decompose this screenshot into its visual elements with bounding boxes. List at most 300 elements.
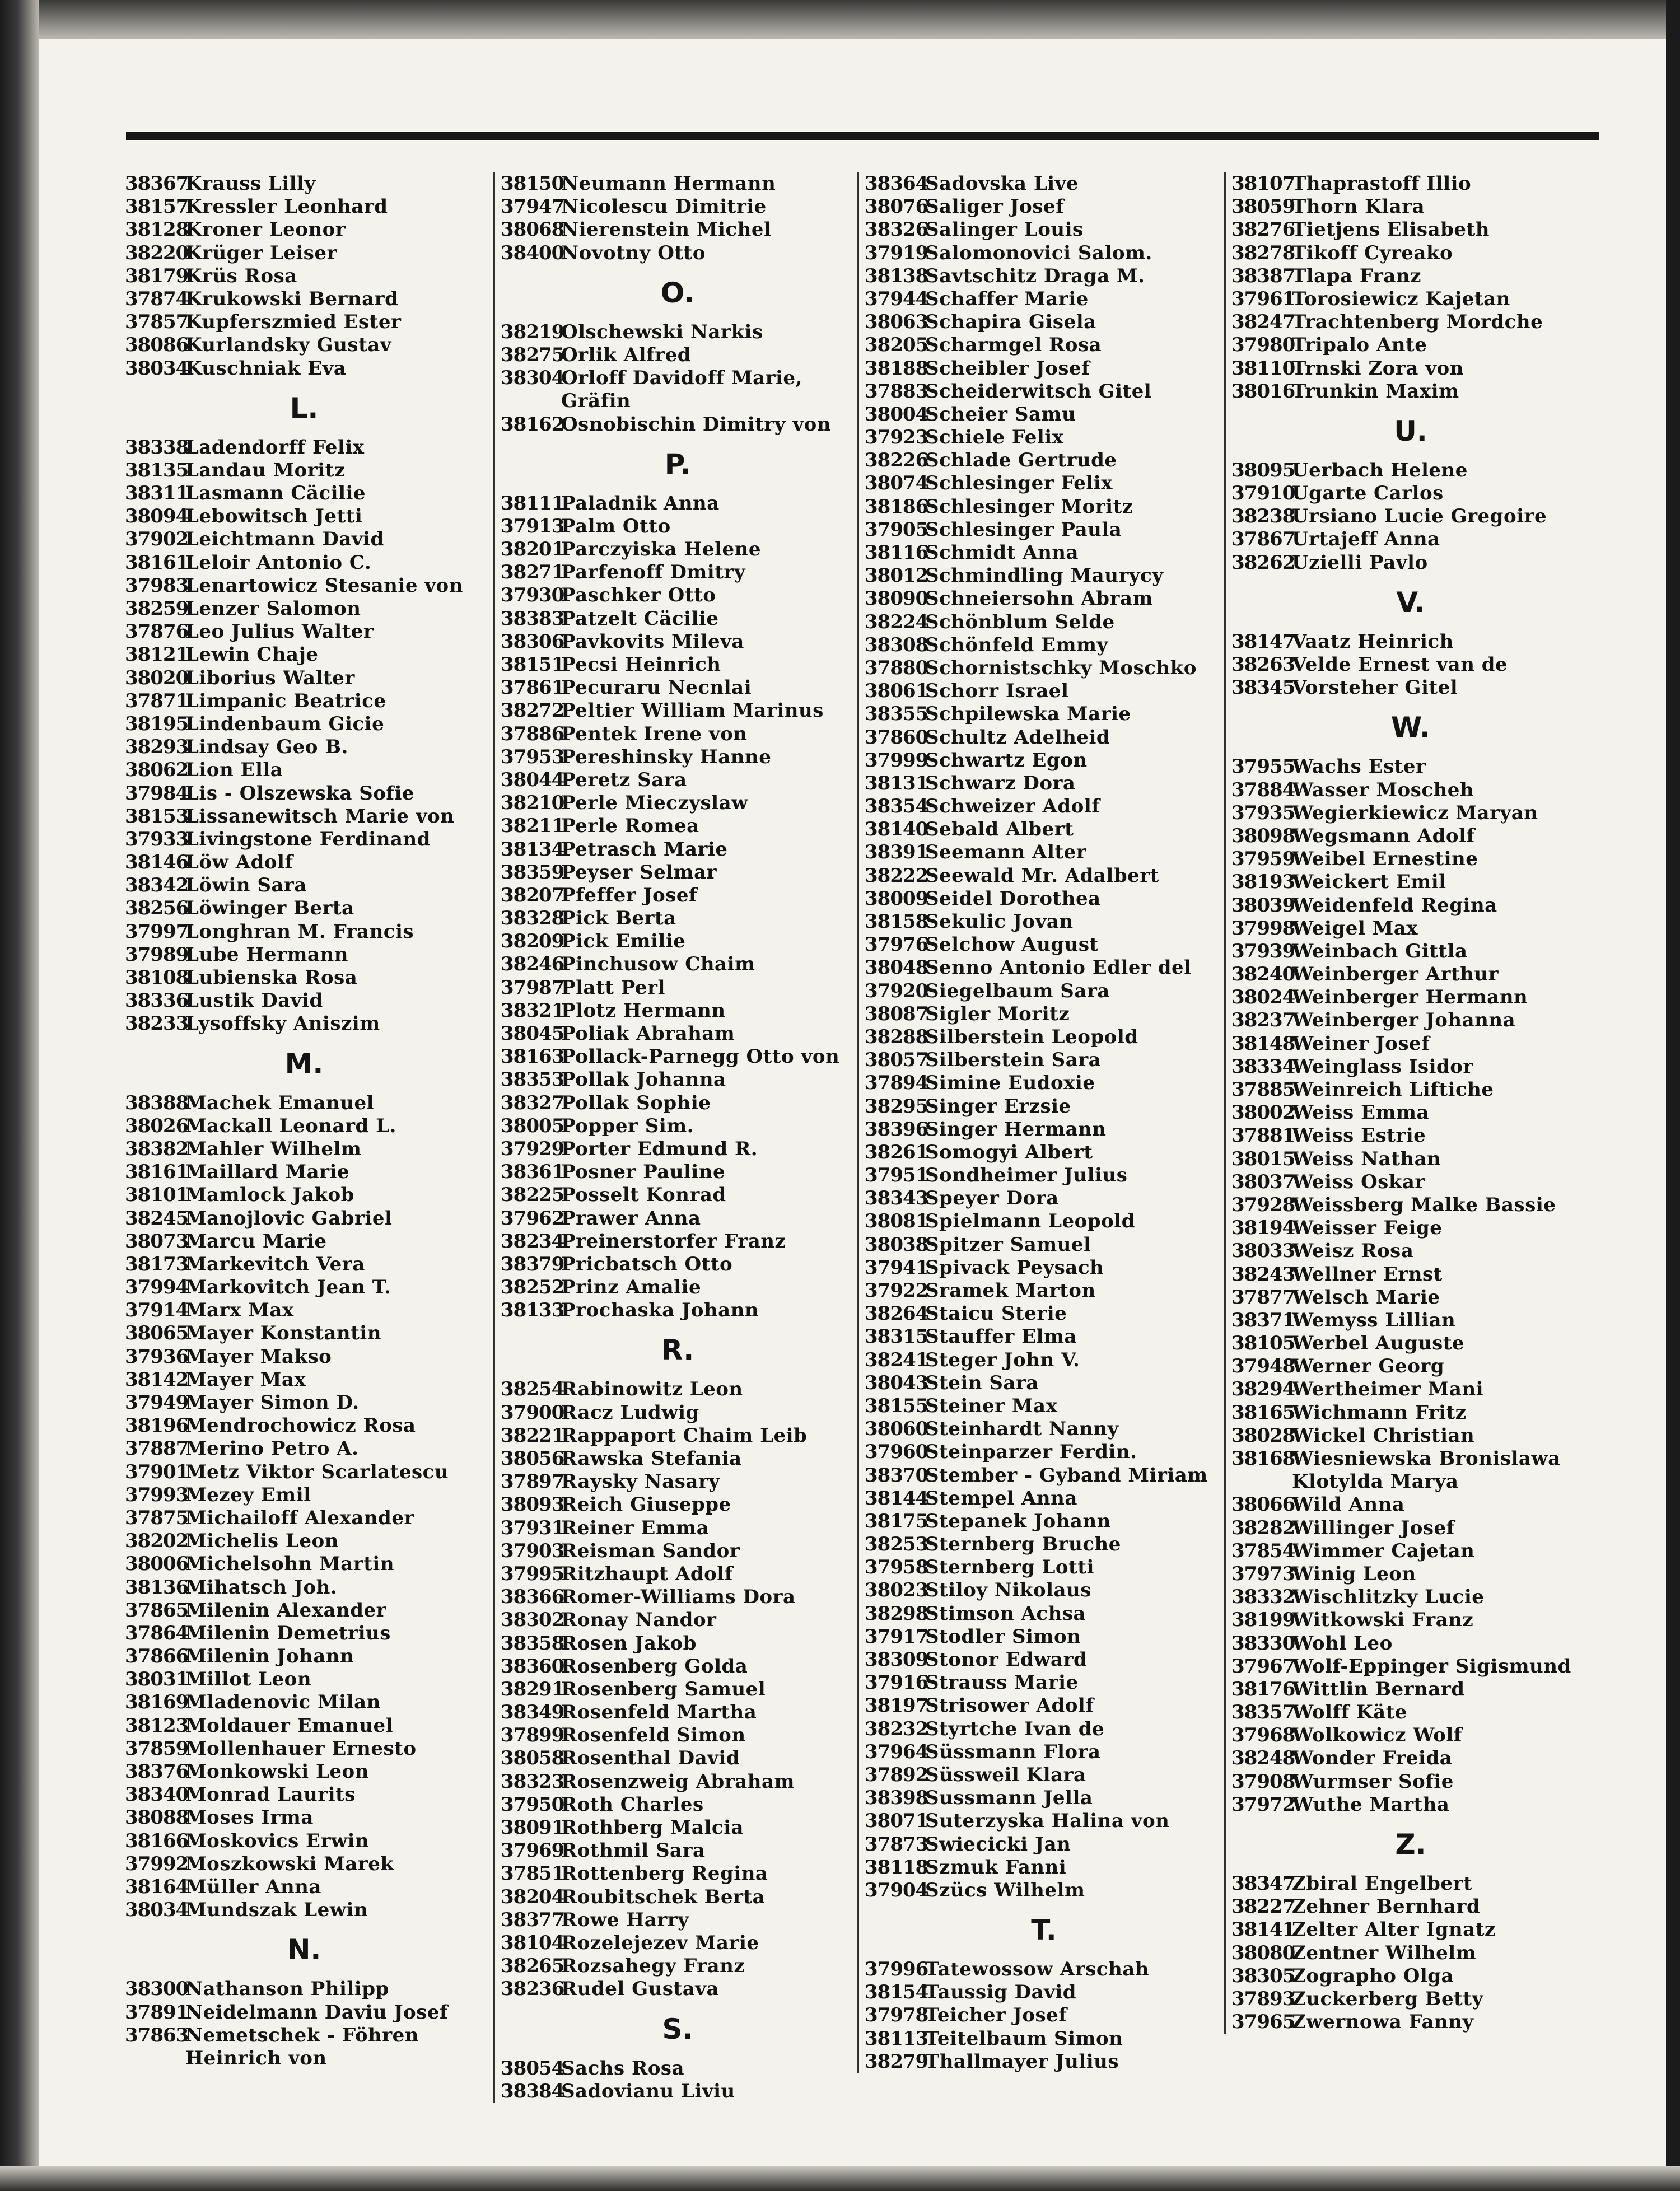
directory-entry <box>125 1276 483 1299</box>
entry-number: 37861 <box>501 676 564 699</box>
entry-number: 37873 <box>865 1833 928 1856</box>
entry-number: 37959 <box>1231 848 1295 871</box>
entry-name: Uerbach Helene <box>1292 459 1468 482</box>
directory-entry <box>501 2057 855 2080</box>
directory-entry <box>501 1161 855 1184</box>
directory-entry <box>865 587 1223 610</box>
entry-name: Posner Pauline <box>561 1161 726 1184</box>
entry-name: Löwinger Berta <box>185 897 354 920</box>
directory-entry <box>125 1830 483 1853</box>
entry-name: Weinglass Isidor <box>1292 1055 1473 1078</box>
directory-entry <box>865 795 1223 818</box>
entry-name: Schpilewska Marie <box>925 703 1131 726</box>
directory-entry <box>865 910 1223 933</box>
entry-name: Wemyss Lillian <box>1292 1309 1456 1332</box>
entry-name: Platt Perl <box>561 976 665 999</box>
entry-name: Silberstein Leopold <box>925 1025 1138 1048</box>
entry-name: Werbel Auguste <box>1292 1332 1465 1355</box>
entry-number: 37998 <box>1231 917 1295 940</box>
entry-number: 38086 <box>125 334 189 357</box>
directory-entry <box>125 1437 483 1460</box>
section-letter: V. <box>1396 586 1425 619</box>
entry-name: Wurmser Sofie <box>1292 1770 1454 1793</box>
directory-entry <box>501 1138 855 1161</box>
entry-name: Weisz Rosa <box>1292 1240 1414 1263</box>
entry-name: Milenin Demetrius <box>185 1622 391 1645</box>
entry-number: 38224 <box>865 610 928 633</box>
entry-name: Mollenhauer Ernesto <box>185 1737 417 1760</box>
directory-entry <box>1231 848 1590 871</box>
entry-number: 38326 <box>865 218 928 241</box>
entry-number: 38328 <box>501 907 564 930</box>
directory-entry <box>1231 1332 1590 1355</box>
directory-entry <box>865 1556 1223 1579</box>
directory-entry <box>501 930 855 953</box>
directory-entry <box>1231 1217 1590 1240</box>
entry-number: 38138 <box>865 264 928 287</box>
entry-name: Reich Giuseppe <box>561 1493 731 1516</box>
entry-name: Michelis Leon <box>185 1530 339 1553</box>
directory-entry <box>865 1095 1223 1118</box>
entry-number: 38175 <box>865 1510 928 1533</box>
directory-entry <box>1231 482 1590 505</box>
directory-entry <box>125 620 483 643</box>
entry-number: 38288 <box>865 1025 928 1048</box>
entry-number: 37947 <box>501 195 564 218</box>
entry-name: Limpanic Beatrice <box>185 689 386 712</box>
entry-name: Sadovska Live <box>925 172 1079 195</box>
page-edge-bottom <box>0 2166 1680 2191</box>
directory-entry <box>501 1609 855 1632</box>
directory-entry <box>1231 1563 1590 1586</box>
entry-name: Spielmann Leopold <box>925 1210 1135 1233</box>
entry-number: 38343 <box>865 1187 928 1210</box>
entry-number: 38400 <box>501 241 564 264</box>
entry-name: Schönfeld Emmy <box>925 633 1108 656</box>
entry-number: 37875 <box>125 1506 189 1529</box>
entry-name: Peretz Sara <box>561 768 687 791</box>
entry-number: 38165 <box>1231 1401 1295 1424</box>
directory-entry <box>125 1899 483 1922</box>
entry-name: Sondheimer Julius <box>925 1164 1128 1187</box>
directory-entry <box>865 2050 1223 2073</box>
entry-name: Sekulic Jovan <box>925 910 1074 933</box>
directory-entry <box>1231 1747 1590 1770</box>
entry-name: Schwarz Dora <box>925 772 1076 795</box>
directory-entry <box>501 1793 855 1816</box>
entry-name: Ritzhaupt Adolf <box>561 1562 733 1585</box>
directory-entry <box>865 1764 1223 1787</box>
entry-number: 38211 <box>501 815 564 838</box>
entry-number: 37865 <box>125 1599 189 1622</box>
entry-number: 38111 <box>501 492 564 515</box>
directory-entry <box>1231 1378 1590 1401</box>
entry-name: Suterzyska Halina von <box>925 1810 1170 1833</box>
directory-entry <box>125 242 483 265</box>
entry-name: Moszkowski Marek <box>185 1852 394 1875</box>
entry-number: 38062 <box>125 759 189 782</box>
entry-name: Liborius Walter <box>185 666 355 689</box>
directory-entry <box>501 367 855 390</box>
entry-name: Parfenoff Dmitry <box>561 561 746 584</box>
entry-number: 37923 <box>865 426 928 449</box>
entry-number: 38379 <box>501 1253 564 1276</box>
entry-number: 38263 <box>1231 653 1295 676</box>
entry-number: 37949 <box>125 1391 189 1414</box>
directory-entry <box>125 1414 483 1437</box>
directory-entry <box>865 1187 1223 1210</box>
entry-number: 38279 <box>865 2050 928 2073</box>
entry-name: Velde Ernest van de <box>1292 653 1508 676</box>
entry-number: 38220 <box>125 241 189 264</box>
directory-entry <box>125 1507 483 1530</box>
entry-name: Wittlin Bernard <box>1292 1678 1465 1701</box>
entry-number: 38179 <box>125 264 189 287</box>
entry-number: 38068 <box>501 218 564 241</box>
entry-number: 38209 <box>501 930 564 953</box>
entry-name: Mihatsch Joh. <box>185 1576 338 1599</box>
entry-number: 38058 <box>501 1747 564 1770</box>
entry-name: Lubienska Rosa <box>185 966 358 989</box>
entry-name: Paschker Otto <box>561 584 716 607</box>
entry-name: Wild Anna <box>1292 1493 1405 1516</box>
directory-entry <box>865 1958 1223 1981</box>
directory-entry <box>125 989 483 1012</box>
directory-entry <box>125 1760 483 1783</box>
entry-number: 38199 <box>1231 1609 1295 1632</box>
entry-name: Sadovianu Liviu <box>561 2080 735 2103</box>
directory-entry <box>865 265 1223 288</box>
entry-name: Lenartowicz Stesanie von <box>185 574 463 597</box>
directory-entry <box>501 1932 855 1955</box>
entry-name: Zuckerberg Betty <box>1292 1987 1483 2010</box>
entry-number: 37919 <box>865 241 928 264</box>
directory-entry <box>125 1368 483 1391</box>
entry-name: Spivack Peysach <box>925 1256 1104 1279</box>
entry-number: 38196 <box>125 1414 189 1437</box>
entry-name: Novotny Otto <box>561 241 706 264</box>
directory-entry <box>1231 2011 1590 2034</box>
directory-entry <box>501 1022 855 1045</box>
entry-name: Lysoffsky Aniszim <box>185 1012 380 1035</box>
entry-number: 37929 <box>501 1137 564 1160</box>
entry-number: 38153 <box>125 805 189 828</box>
entry-name: Wertheimer Mani <box>1292 1378 1484 1401</box>
entry-name: Rawska Stefania <box>561 1447 742 1470</box>
directory-entry <box>865 865 1223 887</box>
entry-number: 37885 <box>1231 1078 1295 1101</box>
entry-number: 38131 <box>865 772 928 795</box>
directory-entry <box>1231 1263 1590 1286</box>
entry-number: 37866 <box>125 1645 189 1668</box>
entry-number: 37899 <box>501 1724 564 1747</box>
directory-entry <box>1231 1424 1590 1447</box>
entry-name: Mackall Leonard L. <box>185 1114 396 1137</box>
directory-entry <box>501 1378 855 1401</box>
directory-entry <box>865 426 1223 449</box>
directory-entry <box>125 851 483 874</box>
directory-entry <box>501 792 855 815</box>
entry-number: 38340 <box>125 1783 189 1806</box>
directory-entry <box>125 528 483 551</box>
directory-entry <box>865 1072 1223 1095</box>
entry-number: 38005 <box>501 1114 564 1137</box>
entry-number: 38304 <box>501 367 564 390</box>
entry-name: Ugarte Carlos <box>1292 482 1444 505</box>
directory-entry <box>865 403 1223 426</box>
entry-number: 37901 <box>125 1460 189 1483</box>
entry-name: Löwin Sara <box>185 874 307 897</box>
entry-name: Marcu Marie <box>185 1230 327 1253</box>
directory-entry <box>1231 1240 1590 1263</box>
entry-number: 37893 <box>1231 1987 1295 2010</box>
entry-name: Weickert Emil <box>1292 871 1446 894</box>
directory-entry <box>125 1253 483 1276</box>
entry-number: 38262 <box>1231 551 1295 574</box>
entry-name: Kupferszmied Ester <box>185 311 402 334</box>
entry-name: Sramek Marton <box>925 1279 1096 1302</box>
entry-number: 38243 <box>1231 1263 1295 1286</box>
entry-number: 38272 <box>501 699 564 722</box>
entry-name: Welsch Marie <box>1292 1286 1440 1309</box>
entry-name: Pecuraru Necnlai <box>561 676 752 699</box>
entry-name: Saliger Josef <box>925 195 1065 218</box>
entry-number: 38234 <box>501 1230 564 1253</box>
section-letter: T. <box>1031 1914 1057 1947</box>
entry-number: 37874 <box>125 287 189 310</box>
directory-entry <box>125 1806 483 1829</box>
directory-entry <box>501 413 855 436</box>
entry-number: 37967 <box>1231 1655 1295 1678</box>
entry-number: 38056 <box>501 1447 564 1470</box>
directory-entry <box>865 334 1223 357</box>
entry-name: Torosiewicz Kajetan <box>1292 287 1510 310</box>
directory-entry <box>865 1510 1223 1533</box>
directory-entry <box>125 874 483 897</box>
entry-number: 38080 <box>1231 1941 1295 1964</box>
entry-name: Schaffer Marie <box>925 287 1089 310</box>
entry-number: 37944 <box>865 287 928 310</box>
entry-name: Steger John V. <box>925 1348 1080 1371</box>
directory-entry <box>125 505 483 528</box>
directory-entry <box>125 805 483 828</box>
directory-entry <box>1231 1124 1590 1147</box>
directory-entry <box>125 1622 483 1645</box>
section-letter: Z. <box>1395 1828 1426 1861</box>
entry-number: 37864 <box>125 1622 189 1645</box>
directory-entry <box>1231 1493 1590 1516</box>
directory-entry <box>1231 1148 1590 1171</box>
directory-entry <box>1231 1942 1590 1965</box>
entry-name: Moses Irma <box>185 1806 314 1829</box>
directory-entry <box>501 1447 855 1470</box>
entry-name: Stempel Anna <box>925 1487 1077 1510</box>
directory-entry <box>501 1701 855 1724</box>
entry-name: Leichtmann David <box>185 528 384 551</box>
entry-number: 37953 <box>501 745 564 768</box>
entry-number: 38254 <box>501 1378 564 1401</box>
directory-entry <box>501 218 855 241</box>
directory-entry <box>125 1207 483 1230</box>
entry-number: 38026 <box>125 1114 189 1137</box>
directory-entry <box>865 518 1223 541</box>
directory-entry <box>501 907 855 930</box>
directory-entry <box>1231 1918 1590 1941</box>
entry-name: Landau Moritz <box>185 459 346 482</box>
directory-entry <box>125 643 483 666</box>
entry-number: 38140 <box>865 818 928 841</box>
entry-name: Kuschniak Eva <box>185 357 347 380</box>
entry-name: Urtajeff Anna <box>1292 528 1440 551</box>
entry-name: Merino Petro A. <box>185 1437 359 1460</box>
entry-name: Maillard Marie <box>185 1161 350 1184</box>
entry-number: 38261 <box>865 1141 928 1164</box>
entry-name: Strauss Marie <box>925 1671 1079 1694</box>
directory-entry <box>125 311 483 334</box>
entry-name: Rosen Jakob <box>561 1632 697 1655</box>
entry-number: 38087 <box>865 1002 928 1025</box>
entry-name: Pavkovits Mileva <box>561 630 744 653</box>
directory-entry <box>501 699 855 722</box>
entry-number: 38271 <box>501 561 564 584</box>
directory-entry <box>865 1981 1223 2004</box>
entry-number: 38361 <box>501 1161 564 1184</box>
entry-number: 38334 <box>1231 1055 1295 1078</box>
entry-number: 37871 <box>125 689 189 712</box>
entry-number: 37993 <box>125 1483 189 1506</box>
entry-number: 38275 <box>501 343 564 366</box>
directory-entry <box>865 841 1223 864</box>
entry-number: 38237 <box>1231 1009 1295 1032</box>
directory-entry <box>1231 1033 1590 1055</box>
directory-entry <box>501 1068 855 1091</box>
entry-name: Nicolescu Dimitrie <box>561 195 767 218</box>
entry-name: Wonder Freida <box>1292 1747 1453 1770</box>
entry-name: Trunkin Maxim <box>1292 380 1459 403</box>
entry-number: 38141 <box>1231 1918 1295 1941</box>
entry-name: Prinz Amalie <box>561 1276 702 1299</box>
entry-name: Salomonovici Salom. <box>925 241 1152 264</box>
entry-number: 38134 <box>501 838 564 861</box>
entry-name: Marx Max <box>185 1299 294 1322</box>
entry-name: Schwartz Egon <box>925 749 1088 772</box>
entry-name: Schönblum Selde <box>925 610 1115 633</box>
entry-number: 38305 <box>1231 1964 1295 1987</box>
directory-entry <box>1231 265 1590 288</box>
entry-name: Taussig David <box>925 1981 1077 2004</box>
entry-name: Neidelmann Daviu Josef <box>185 2001 449 2024</box>
entry-name: Perle Romea <box>561 815 699 838</box>
entry-name: Wolf-Eppinger Sigismund <box>1292 1655 1571 1678</box>
directory-entry <box>865 956 1223 979</box>
entry-name: Schneiersohn Abram <box>925 587 1153 610</box>
directory-entry <box>865 1302 1223 1325</box>
entry-number: 38219 <box>501 320 564 343</box>
entry-name: Metz Viktor Scarlatescu <box>185 1460 449 1483</box>
entry-name: Rosenfeld Simon <box>561 1724 746 1747</box>
entry-name: Rosenzweig Abraham <box>561 1770 795 1793</box>
entry-name: Steinhardt Nanny <box>925 1418 1119 1441</box>
entry-number: 38202 <box>125 1530 189 1553</box>
directory-entry <box>125 1599 483 1622</box>
entry-number: 37941 <box>865 1256 928 1279</box>
directory-entry <box>1231 218 1590 241</box>
entry-number: 38033 <box>1231 1240 1295 1263</box>
entry-number: 37876 <box>125 620 189 643</box>
entry-number: 37933 <box>125 828 189 851</box>
directory-entry <box>1231 917 1590 940</box>
directory-entry <box>1231 1609 1590 1632</box>
entry-number: 38338 <box>125 436 189 459</box>
directory-entry <box>125 2001 483 2024</box>
entry-number: 38245 <box>125 1207 189 1230</box>
entry-number: 38073 <box>125 1230 189 1253</box>
entry-number: 38253 <box>865 1533 928 1556</box>
entry-number: 38123 <box>125 1714 189 1737</box>
entry-name: Winig Leon <box>1292 1562 1416 1585</box>
directory-entry <box>501 1207 855 1230</box>
entry-number: 37968 <box>1231 1724 1295 1747</box>
entry-number: 37867 <box>1231 528 1295 551</box>
entry-number: 38176 <box>1231 1678 1295 1701</box>
entry-number: 38327 <box>501 1091 564 1114</box>
entry-number: 38135 <box>125 459 189 482</box>
entry-number: 38150 <box>501 172 564 195</box>
entry-number: 38081 <box>865 1210 928 1233</box>
entry-name: Livingstone Ferdinand <box>185 828 431 851</box>
section-letter: R. <box>661 1334 694 1367</box>
directory-entry <box>865 1395 1223 1418</box>
directory-entry <box>865 288 1223 311</box>
directory-entry <box>501 1470 855 1493</box>
entry-number: 37884 <box>1231 778 1295 801</box>
entry-name: Weinberger Johanna <box>1292 1009 1516 1032</box>
entry-name: Teitelbaum Simon <box>925 2027 1123 2050</box>
directory-entry <box>865 2028 1223 2050</box>
entry-number: 38118 <box>865 1856 928 1879</box>
directory-entry <box>501 492 855 515</box>
entry-number: 38345 <box>1231 676 1295 699</box>
directory-entry <box>1231 195 1590 218</box>
entry-name: Wuthe Martha <box>1292 1793 1450 1816</box>
directory-entry <box>125 265 483 288</box>
directory-entry <box>865 1003 1223 1026</box>
entry-number: 38136 <box>125 1576 189 1599</box>
entry-number: 37931 <box>501 1516 564 1539</box>
entry-name: Lustik David <box>185 989 323 1012</box>
entry-number: 38038 <box>865 1233 928 1256</box>
entry-number: 38387 <box>1231 264 1295 287</box>
entry-name: Stein Sara <box>925 1371 1039 1394</box>
entry-number: 38158 <box>865 910 928 933</box>
entry-number: 38121 <box>125 643 189 666</box>
entry-name: Selchow August <box>925 933 1099 956</box>
entry-number: 38238 <box>1231 505 1295 528</box>
directory-entry <box>501 1724 855 1747</box>
entry-name: Sternberg Bruche <box>925 1533 1121 1556</box>
directory-entry <box>865 634 1223 657</box>
directory-entry <box>125 1553 483 1576</box>
directory-entry <box>501 1540 855 1563</box>
top-rule <box>126 132 1599 140</box>
entry-number: 38336 <box>125 989 189 1012</box>
directory-entry <box>501 723 855 746</box>
entry-name: Peyser Selmar <box>561 861 717 884</box>
entry-name: Pereshinsky Hanne <box>561 745 772 768</box>
directory-entry <box>865 1856 1223 1879</box>
entry-name: Lion Ella <box>185 759 283 782</box>
directory-entry <box>865 611 1223 634</box>
